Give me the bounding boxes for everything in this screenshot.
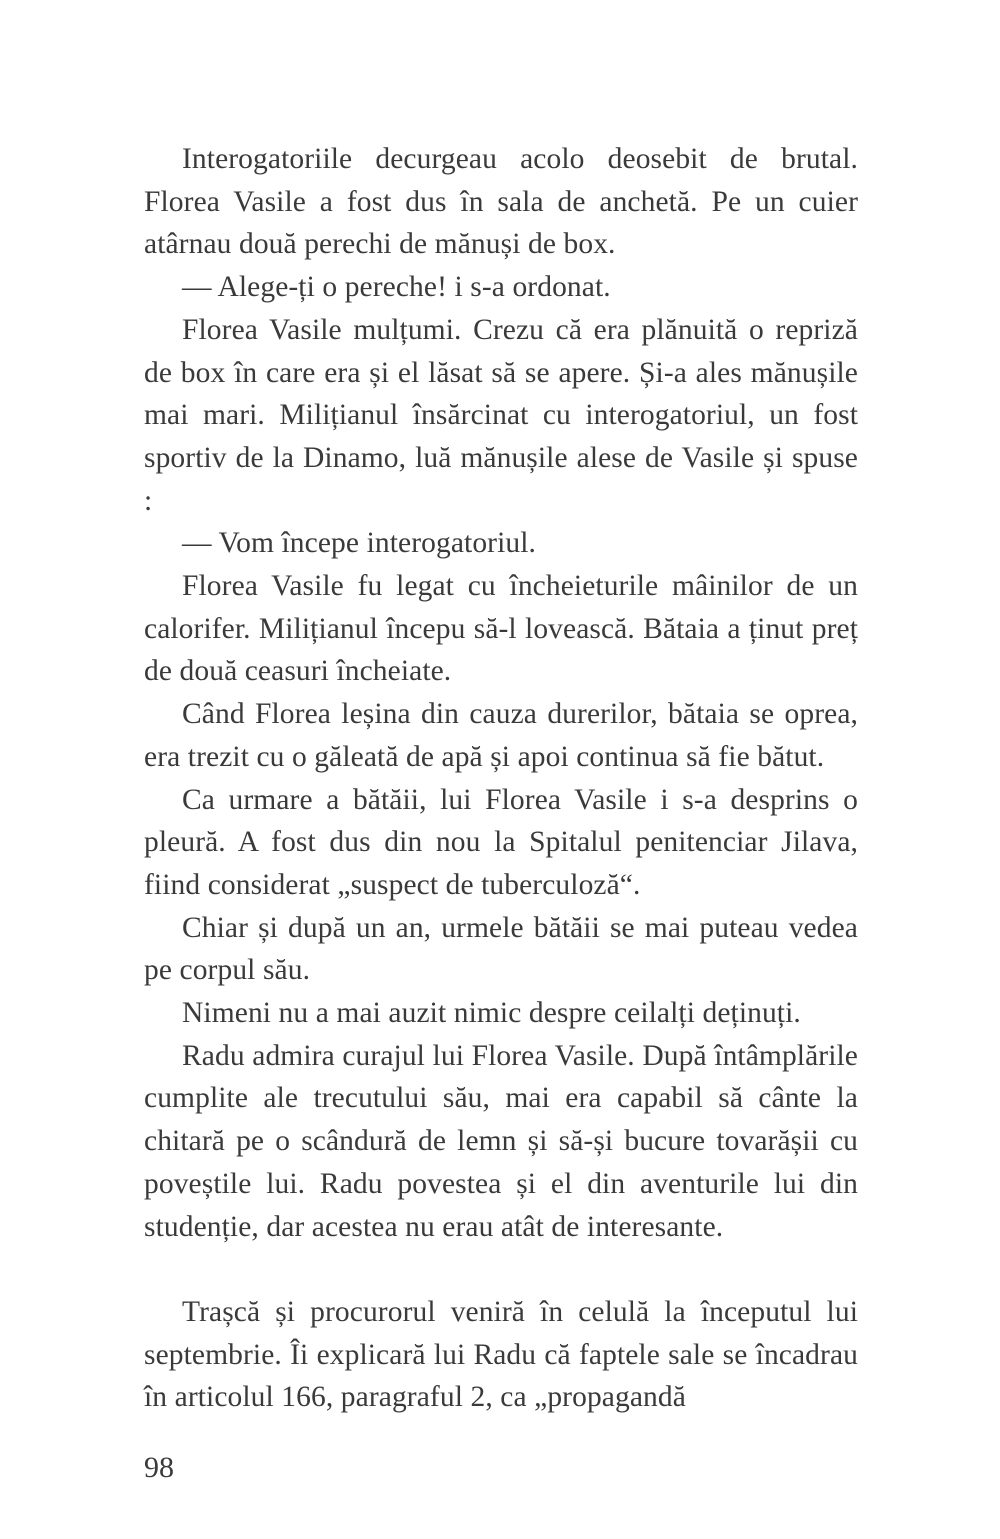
paragraph-6: Când Florea leșina din cauza durerilor, bătaia se oprea, era trezit cu o găleată de apă și apoi continua să fie bătut. (144, 698, 858, 773)
paragraph-10: Radu admira curajul lui Florea Vasile. După întâmplările cumplite ale trecutului său, mai era capabil să cânte la chitară pe o scândură de lemn și să-și bucure tovarășii cu poveștile lui. Radu povestea și el din aventurile lui din studenție, dar acestea nu erau atât de interesante. (144, 1039, 858, 1243)
paragraph-8: Chiar și după un an, urmele bătăii se mai puteau vedea pe corpul său. (144, 911, 858, 987)
section-break (144, 1248, 858, 1291)
paragraph-9: Nimeni nu a mai auzit nimic despre ceilalți deținuți. (182, 997, 801, 1030)
paragraph-1: Interogatoriile decurgeau acolo deosebit de brutal. Florea Vasile a fost dus în sala de anchetă. Pe un cuier atârnau două perechi de mănuși de box. (144, 143, 858, 261)
paragraph-7: Ca urmare a bătăii, lui Florea Vasile i s-a desprins o pleură. A fost dus din nou la Spitalul penitenciar Jilava, fiind considerat „suspect de tuberculoză“. (144, 783, 858, 901)
paragraph-3: Florea Vasile mulțumi. Crezu că era plănuită o repriză de box în care era și el lăsat să se apere. Și-a ales mănușile mai mari. Milițianul însărcinat cu interogatoriul, un fost sportiv de la Dinamo, luă mănușile alese de Vasile și spuse : (144, 313, 858, 517)
paragraph-2: — Alege-ți o pereche! i s-a ordonat. (182, 271, 611, 304)
paragraph-5: Florea Vasile fu legat cu încheieturile mâinilor de un calorifer. Milițianul începu să-l lovească. Bătaia a ținut preț de două ceasuri încheiate. (144, 570, 858, 688)
paragraph-11: Trașcă și procurorul veniră în celulă la începutul lui septembrie. Îi explicară lui Radu că faptele sale se încadrau în articolul 166, paragraful 2, ca „propagandă (144, 1295, 858, 1414)
page-number: 98 (144, 1451, 174, 1484)
body-text (144, 138, 858, 1419)
paragraph-4: — Vom începe interogatoriul. (182, 527, 537, 560)
